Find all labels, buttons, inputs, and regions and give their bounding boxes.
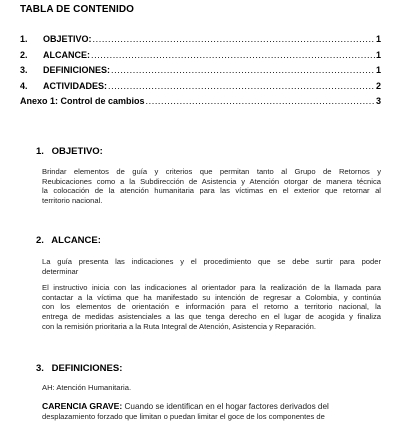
paragraph-line: El instructivo inicia con las indicaciones al orientador para la realización de la llamada para <box>42 283 381 292</box>
section-heading-definiciones <box>36 363 122 374</box>
paragraph-line: la colocación de la atención humanitaria para las víctimas en el exterior que retornar al <box>42 186 381 196</box>
toc-entry-number: 4. <box>20 80 28 91</box>
toc-entry-label: ACTIVIDADES: <box>43 80 108 91</box>
toc-entry-number: 3. <box>20 65 28 75</box>
alcance-paragraph-1 <box>42 257 381 276</box>
toc-entry-anexo[interactable] <box>20 96 381 112</box>
toc-entry-objetivo[interactable] <box>20 34 381 50</box>
toc-entry-definiciones[interactable] <box>20 65 381 81</box>
toc-entry-label: DEFINICIONES: <box>43 65 111 75</box>
toc-entry-page: 1 <box>375 65 381 75</box>
paragraph-line: AH: Atención Humanitaria. <box>42 383 132 392</box>
toc-entry-alcance[interactable] <box>20 50 381 66</box>
section-title: OBJETIVO: <box>51 146 103 157</box>
definition-text: Cuando se identifican en el hogar factores derivados del <box>122 402 329 411</box>
toc-entry-page: 1 <box>375 34 381 44</box>
section-number: 2. <box>36 235 44 246</box>
section-heading-objetivo <box>36 146 103 157</box>
objetivo-paragraph <box>42 167 381 206</box>
section-title: ALCANCE: <box>51 235 101 246</box>
toc-entry-number: 1. <box>20 34 28 44</box>
toc-entry-label: Anexo 1: Control de cambios <box>20 96 145 106</box>
toc-entry-label: OBJETIVO: <box>43 34 92 44</box>
toc-title: TABLA DE CONTENIDO <box>20 4 135 15</box>
toc-entry-number: 2. <box>20 49 28 60</box>
table-of-contents <box>20 34 381 112</box>
paragraph-line: contactar a la víctima que ha manifestado su intención de regresar a Colombia, y continúa <box>42 292 381 302</box>
paragraph-line: con la remisión prioritaria a la Ruta Integral de Atención, Asistencia y Reparación. <box>42 321 316 331</box>
toc-dot-leader <box>146 96 375 106</box>
paragraph-line: Reubicaciones como a la Subdirección de Asistencia y Atención otorgar de manera técnica <box>42 176 381 186</box>
toc-entry-page: 3 <box>375 96 381 106</box>
paragraph-line: determinar <box>42 266 79 276</box>
toc-dot-leader <box>91 50 375 60</box>
section-title: DEFINICIONES: <box>51 363 123 374</box>
definition-line <box>42 401 381 412</box>
toc-dot-leader <box>108 81 375 91</box>
alcance-paragraph-2 <box>42 283 381 332</box>
toc-entry-label: ALCANCE: <box>43 49 90 60</box>
definition-ah <box>42 383 381 393</box>
definition-text-line-2: desplazamiento forzado que limitan o puedan limitar el goce de los componentes de <box>42 412 325 421</box>
paragraph-line: con los elementos de orientación e información para el retorno a territorio nacional, la <box>42 302 381 312</box>
definition-carencia-grave <box>42 401 381 422</box>
paragraph-line: Brindar elementos de guía y criterios que permitan tanto al Grupo de Retornos y <box>42 167 381 176</box>
section-number: 1. <box>36 146 44 157</box>
toc-dot-leader <box>93 34 375 44</box>
toc-dot-leader <box>111 65 375 75</box>
paragraph-line: entrega de medidas asistenciales a las que tenga derecho en el lugar de acogida y finaliza <box>42 312 381 322</box>
toc-entry-page: 1 <box>375 49 381 60</box>
definition-term: CARENCIA GRAVE: <box>42 401 123 411</box>
section-heading-alcance <box>36 235 101 246</box>
toc-entry-actividades[interactable] <box>20 81 381 97</box>
paragraph-line: La guía presenta las indicaciones y el procedimiento que se debe surtir para poder <box>42 257 381 266</box>
toc-entry-page: 2 <box>375 80 381 91</box>
section-number: 3. <box>36 363 44 374</box>
paragraph-line: territorio nacional. <box>42 196 103 206</box>
